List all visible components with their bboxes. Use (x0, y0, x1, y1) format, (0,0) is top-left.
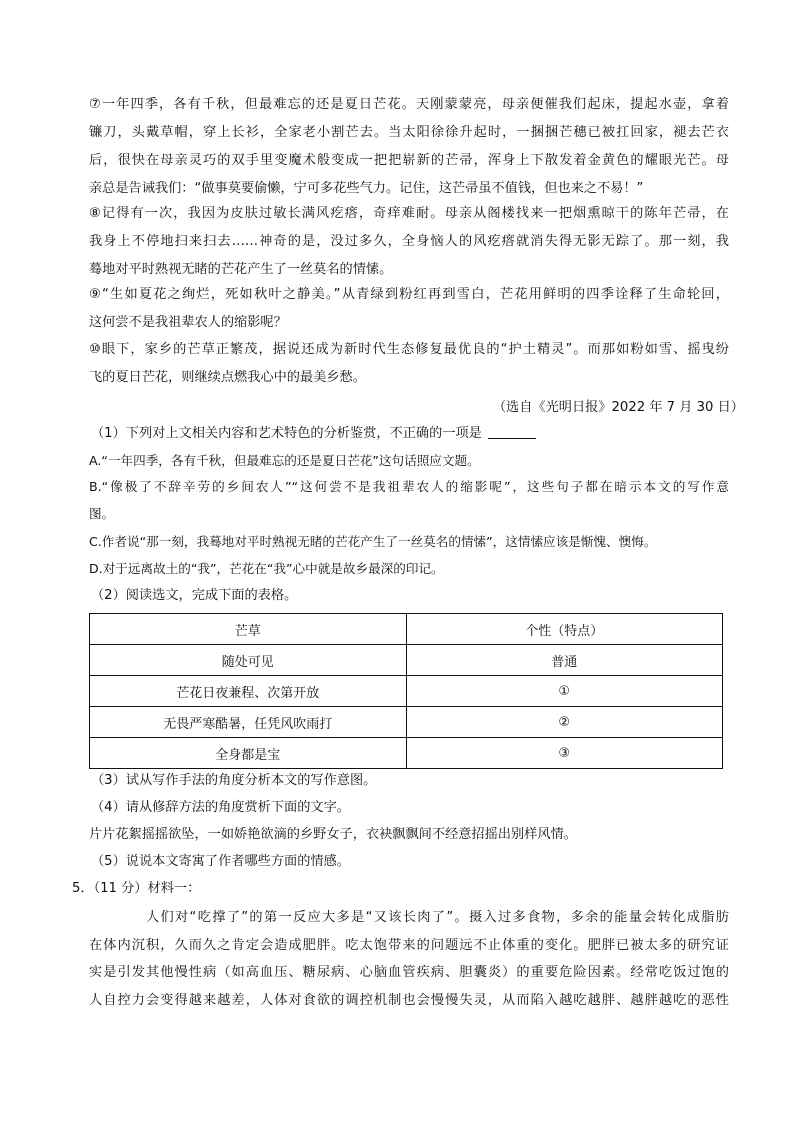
option-a: A.“一年四季，各有千秋，但最难忘的还是夏日芒花”这句话照应文题。 (89, 453, 480, 468)
question-4: （4）请从修辞方法的角度赏析下面的文字。 (91, 800, 350, 815)
question-1-stem-text: （1）下列对上文相关内容和艺术特色的分析鉴赏，不正确的一项是 (91, 426, 482, 441)
source-citation: （选自《光明日报》2022 年 7 月 30 日） (492, 400, 744, 415)
passage-line: ⑨“生如夏花之绚烂，死如秋叶之静美。”从青绿到粉红再到雪白，芒花用鲜明的四季诠释了生命轮回， (89, 287, 729, 302)
option-c: C.作者说“那一刻，我蓦地对平时熟视无睹的芒花产生了一丝莫名的情愫”，这情愫应该是惭愧、懊悔。 (89, 534, 657, 549)
passage-line: 镰刀，头戴草帽，穿上长衫，全家老小割芒去。当太阳徐徐升起时，一捆捆芒穗已被扛回家，褪去芒衣 (89, 125, 729, 140)
option-d: D.对于远离故土的“我”，芒花在“我”心中就是故乡最深的印记。 (89, 561, 444, 576)
table-header: 芒草 (90, 614, 407, 645)
question-2-stem: （2）阅读选文，完成下面的表格。 (91, 588, 298, 603)
material-line: 在体内沉积，久而久之肯定会造成肥胖。吃太饱带来的问题远不止体重的变化。肥胖已被太多的研究证 (89, 938, 729, 953)
passage-line: 飞的夏日芒花，则继续点燃我心中的最美乡愁。 (89, 370, 366, 385)
table-header-row (90, 614, 723, 645)
question-1-stem (91, 424, 731, 444)
table-cell[interactable]: ② (406, 707, 723, 738)
question-5: （5）说说本文寄寓了作者哪些方面的情感。 (91, 854, 350, 869)
material-line: 实是引发其他慢性病（如高血压、糖尿病、心脑血管疾病、胆囊炎）的重要危险因素。经常吃饭过饱的 (89, 965, 729, 980)
question-4-quote: 片片花絮摇摇欲坠，一如娇艳欲滴的乡野女子，衣袂飘飘间不经意招摇出别样风情。 (89, 827, 577, 842)
option-b-continued: 图。 (89, 506, 115, 521)
table-row (90, 645, 723, 676)
answer-blank[interactable] (488, 424, 536, 439)
table-cell: 全身都是宝 (90, 738, 407, 769)
table-cell: 无畏严寒酷暑，任凭风吹雨打 (90, 707, 407, 738)
table-row (90, 738, 723, 769)
passage-line: ⑧记得有一次，我因为皮肤过敏长满风疙瘩，奇痒难耐。母亲从阁楼找来一把烟熏晾干的陈年芒帚，在 (89, 206, 729, 221)
option-b: B.“像极了不辞辛劳的乡间农人”“这何尝不是我祖辈农人的缩影呢”，这些句子都在暗示本文的写作意 (89, 479, 729, 494)
table-cell[interactable]: ③ (406, 738, 723, 769)
material-line: 人自控力会变得越来越差，人体对食欲的调控机制也会慢慢失灵，从而陷入越吃越胖、越胖越吃的恶性 (89, 993, 729, 1008)
table-header: 个性（特点） (406, 614, 723, 645)
answer-table (89, 613, 723, 769)
passage-line: 我身上不停地扫来扫去……神奇的是，没过多久，全身恼人的风疙瘩就消失得无影无踪了。那一刻，我 (89, 234, 729, 249)
passage-line: 这何尝不是我祖辈农人的缩影呢？ (89, 315, 287, 330)
passage-line: 亲总是告诫我们：“做事莫要偷懒，宁可多花些气力。记住，这芒帚虽不值钱，但也来之不易！” (89, 181, 644, 196)
table-row (90, 676, 723, 707)
table-cell: 普通 (406, 645, 723, 676)
table-cell[interactable]: ① (406, 676, 723, 707)
passage-line: ⑩眼下，家乡的芒草正繁茂，据说还成为新时代生态修复最优良的“护土精灵”。而那如粉如雪、摇曳纷 (89, 342, 729, 357)
table-row (90, 707, 723, 738)
passage-line: ⑦一年四季，各有千秋，但最难忘的还是夏日芒花。天刚蒙蒙亮，母亲便催我们起床，提起水壶，拿着 (89, 97, 729, 112)
material-line: 人们对“吃撑了”的第一反应大多是“又该长肉了”。摄入过多食物，多余的能量会转化成脂肪 (146, 910, 729, 925)
passage-line: 后，很快在母亲灵巧的双手里变魔术般变成一把把崭新的芒帚，浑身上下散发着金黄色的耀眼光芒。母 (89, 153, 729, 168)
table-cell: 芒花日夜兼程、次第开放 (90, 676, 407, 707)
passage-line: 蓦地对平时熟视无睹的芒花产生了一丝莫名的情愫。 (89, 262, 393, 277)
table-cell: 随处可见 (90, 645, 407, 676)
item-5-heading: 5．（11 分）材料一： (72, 881, 201, 896)
question-3: （3）试从写作手法的角度分析本文的写作意图。 (91, 773, 377, 788)
